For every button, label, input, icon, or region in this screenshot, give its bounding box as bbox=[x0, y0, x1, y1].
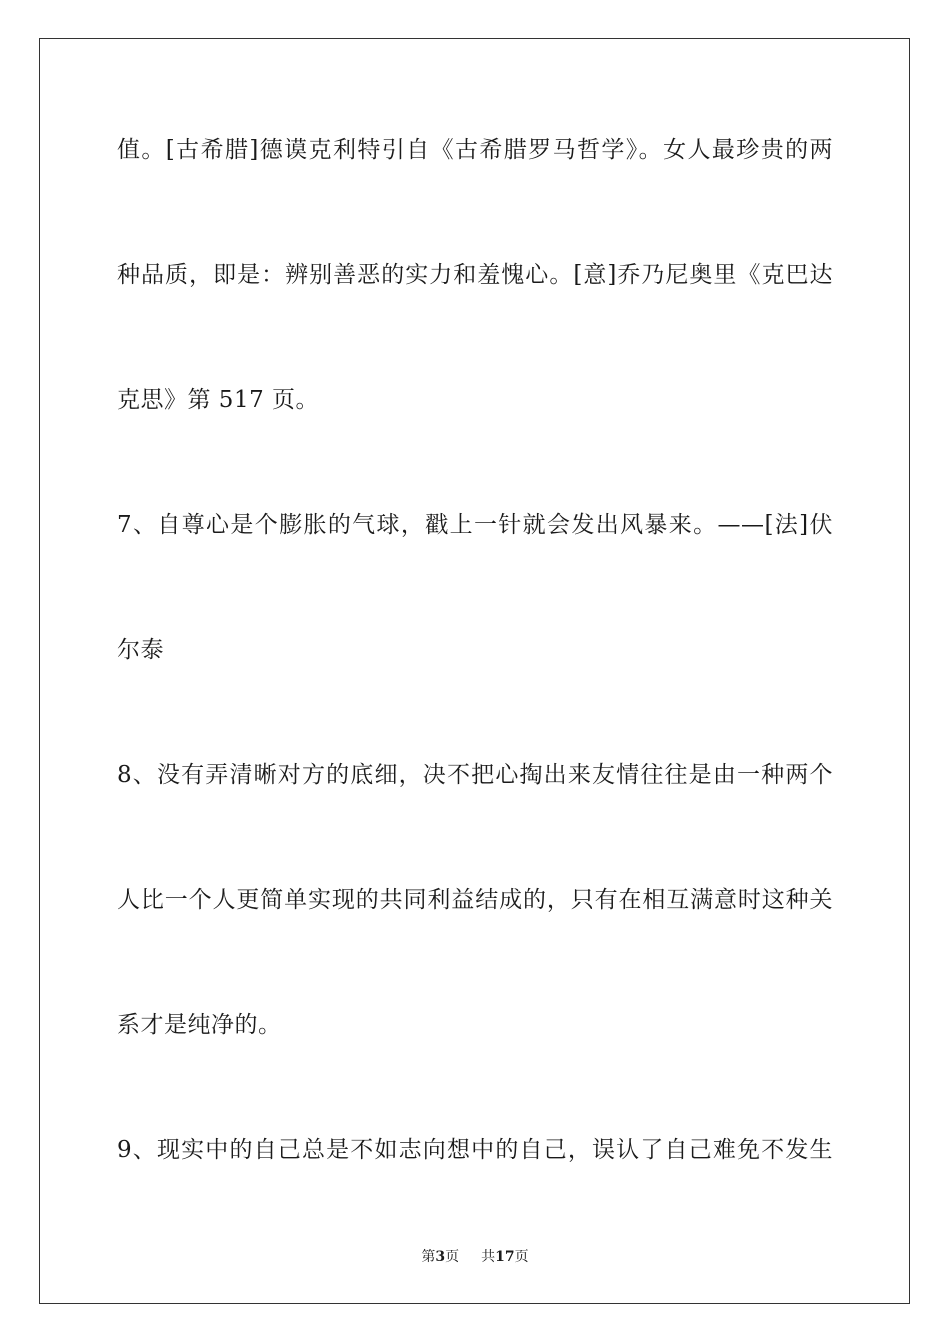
footer-page-suffix: 页 bbox=[445, 1249, 460, 1265]
footer-page-number: 3 bbox=[435, 1249, 446, 1265]
body-line-8: 系才是纯净的。 bbox=[117, 1012, 282, 1038]
page-border bbox=[39, 38, 910, 1304]
footer-total-suffix: 页 bbox=[514, 1249, 529, 1265]
footer-total-prefix: 共 bbox=[481, 1249, 496, 1265]
body-line-9: 9、现实中的自己总是不如志向想中的自己，误认了自己难免不发生 bbox=[117, 1137, 833, 1163]
body-line-1: 值。[古希腊]德谟克利特引自《古希腊罗马哲学》。女人最珍贵的两 bbox=[117, 137, 833, 163]
footer-total-pages: 17 bbox=[495, 1249, 515, 1265]
body-line-7: 人比一个人更简单实现的共同利益结成的，只有在相互满意时这种关 bbox=[117, 887, 833, 913]
body-line-4: 7、自尊心是个膨胀的气球，戳上一针就会发出风暴来。——[法]伏 bbox=[117, 512, 833, 538]
page-footer bbox=[0, 1247, 950, 1267]
body-line-6: 8、没有弄清晰对方的底细，决不把心掏出来友情往往是由一种两个 bbox=[117, 762, 833, 788]
body-line-2: 种品质，即是：辨别善恶的实力和羞愧心。[意]乔乃尼奥里《克巴达 bbox=[117, 262, 833, 288]
body-line-3: 克思》第 517 页。 bbox=[117, 387, 320, 413]
footer-page-prefix: 第 bbox=[421, 1249, 436, 1265]
body-line-5: 尔泰 bbox=[117, 637, 164, 663]
